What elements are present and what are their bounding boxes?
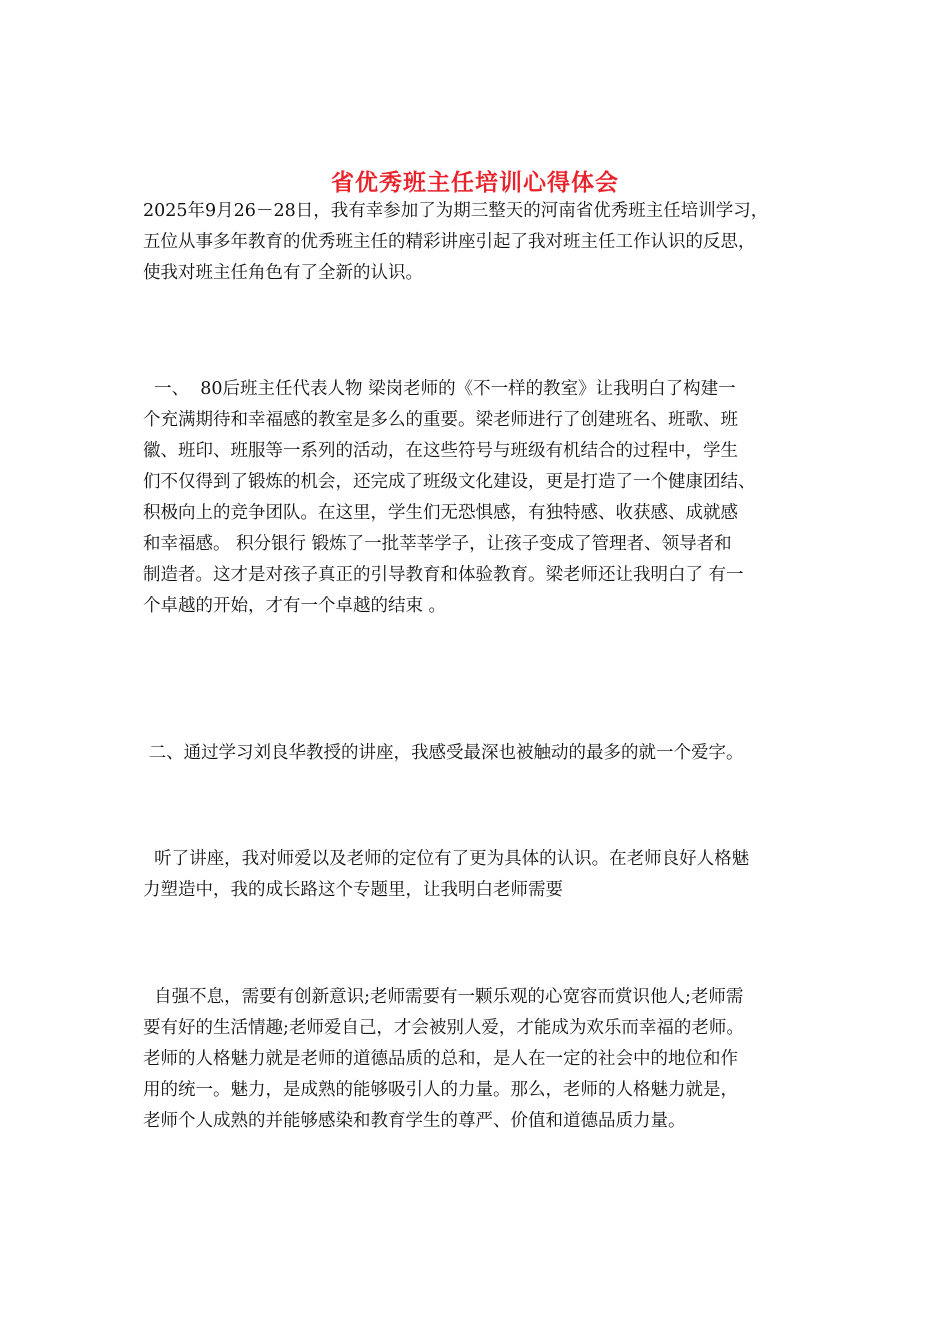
text-line: 用的统一。魅力，是成熟的能够吸引人的力量。那么，老师的人格魅力就是，	[143, 1080, 738, 1100]
document-title: 省优秀班主任培训心得体会	[331, 169, 619, 197]
text-line: 二、通过学习刘良华教授的讲座，我感受最深也被触动的最多的就一个爱字。	[143, 743, 744, 763]
paragraph-section-2	[143, 738, 815, 769]
text-line: 听了讲座，我对师爱以及老师的定位有了更为具体的认识。在老师良好人格魅	[143, 849, 750, 869]
paragraph-intro	[143, 196, 815, 289]
text-line: 五位从事多年教育的优秀班主任的精彩讲座引起了我对班主任工作认识的反思，	[143, 232, 756, 252]
text-line: 徽、班印、班服等一系列的活动，在这些符号与班级有机结合的过程中，学生	[143, 441, 738, 461]
text-line: 力塑造中，我的成长路这个专题里，让我明白老师需要	[143, 880, 563, 900]
text-line: 制造者。这才是对孩子真正的引导教育和体验教育。梁老师还让我明白了 有一	[143, 565, 744, 585]
text-line: 一、 80后班主任代表人物 梁岗老师的《不一样的教室》让我明白了构建一	[143, 379, 736, 399]
paragraph-section-3	[143, 844, 815, 906]
text-line: 自强不息，需要有创新意识;老师需要有一颗乐观的心宽容而赏识他人;老师需	[143, 987, 744, 1007]
text-line: 个充满期待和幸福感的教室是多么的重要。梁老师进行了创建班名、班歌、班	[143, 410, 738, 430]
text-line: 积极向上的竞争团队。在这里，学生们无恐惧感，有独特感、收获感、成就感	[143, 503, 738, 523]
text-line: 老师个人成熟的并能够感染和教育学生的尊严、价值和道德品质力量。	[143, 1111, 686, 1131]
paragraph-section-1	[143, 374, 815, 622]
text-line: 和幸福感。 积分银行 锻炼了一批莘莘学子，让孩子变成了管理者、领导者和	[143, 534, 732, 554]
text-line: 2025年9月26－28日，我有幸参加了为期三整天的河南省优秀班主任培训学习，	[143, 201, 769, 221]
text-line: 使我对班主任角色有了全新的认识。	[143, 263, 423, 283]
text-line: 们不仅得到了锻炼的机会，还完成了班级文化建设，更是打造了一个健康团结、	[143, 472, 756, 492]
text-line: 老师的人格魅力就是老师的道德品质的总和，是人在一定的社会中的地位和作	[143, 1049, 738, 1069]
text-line: 个卓越的开始，才有一个卓越的结束 。	[143, 596, 447, 616]
text-line: 要有好的生活情趣;老师爱自己，才会被别人爱，才能成为欢乐而幸福的老师。	[143, 1018, 744, 1038]
paragraph-section-4	[143, 982, 815, 1137]
